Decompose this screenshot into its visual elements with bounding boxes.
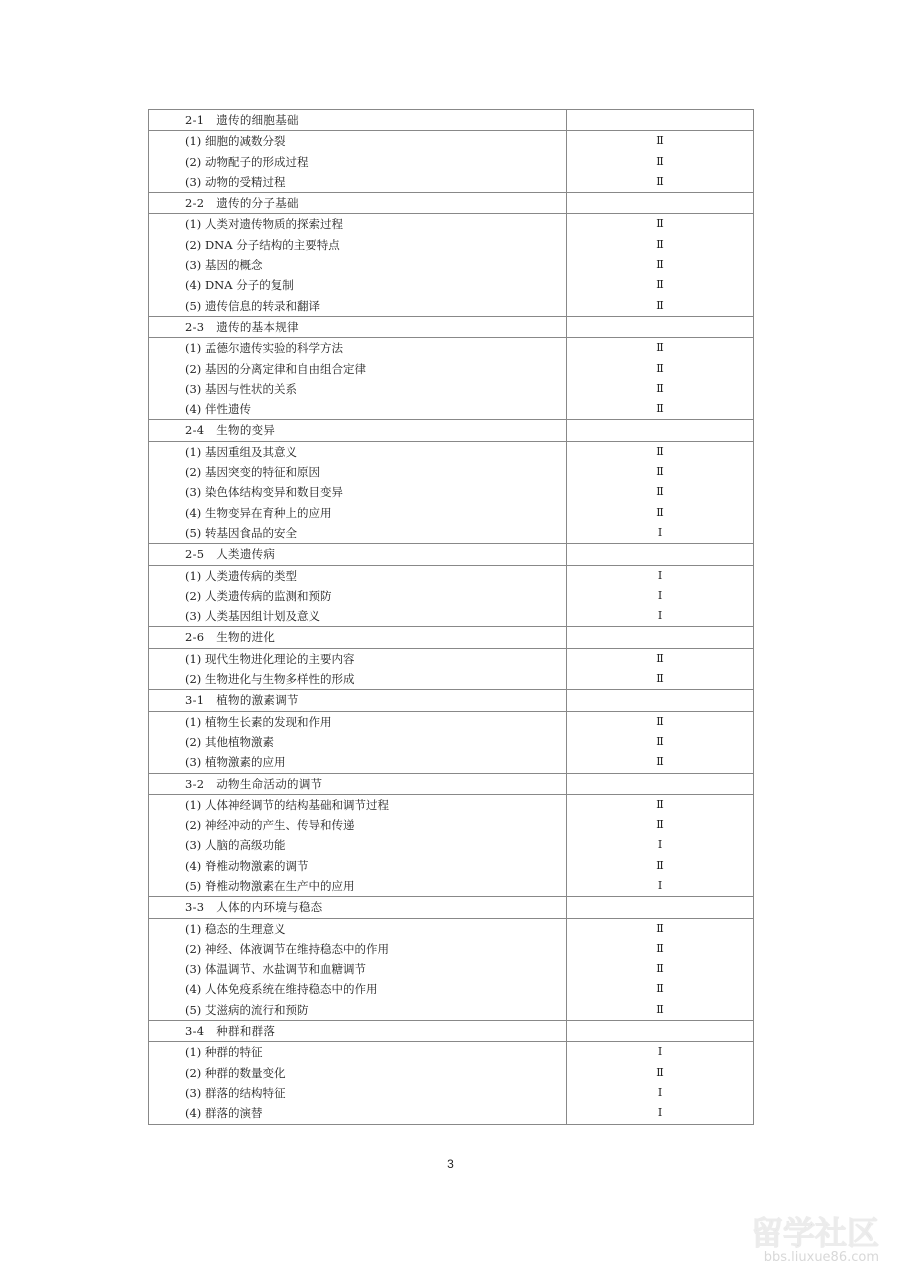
topic-text: (3) 染色体结构变异和数目变异 [185, 485, 343, 500]
table-row [149, 503, 754, 523]
topic-text: (1) 人类对遗传物质的探索过程 [185, 217, 343, 232]
table-row [149, 835, 754, 855]
topic-text: (1) 人类遗传病的类型 [185, 568, 297, 583]
requirement-level: Ⅱ [567, 131, 754, 152]
syllabus-table [148, 109, 754, 1125]
table-row [149, 296, 754, 317]
section-level-cell [567, 773, 754, 794]
table-row [149, 606, 754, 627]
topic-text: (4) 脊椎动物激素的调节 [185, 858, 309, 873]
section-title: 3-3 人体的内环境与稳态 [149, 897, 567, 918]
table-row [149, 669, 754, 690]
requirement-level: Ⅰ [567, 1042, 754, 1063]
requirement-level: Ⅰ [567, 523, 754, 544]
topic-text: (1) 人体神经调节的结构基础和调节过程 [185, 797, 389, 812]
requirement-level: Ⅱ [567, 379, 754, 399]
table-row [149, 359, 754, 379]
section-level-cell [567, 690, 754, 711]
table-row [149, 441, 754, 462]
requirement-level: Ⅱ [567, 815, 754, 835]
topic-text: (4) DNA 分子的复制 [185, 278, 294, 293]
topic-text: (1) 基因重组及其意义 [185, 444, 297, 459]
section-level-cell [567, 316, 754, 337]
section-level-cell [567, 1021, 754, 1042]
topic-text: (3) 人类基因组计划及意义 [185, 609, 320, 624]
requirement-level: Ⅱ [567, 1063, 754, 1083]
requirement-level: Ⅰ [567, 876, 754, 897]
table-row [149, 939, 754, 959]
section-title: 2-3 遗传的基本规律 [149, 316, 567, 337]
table-row [149, 794, 754, 815]
section-header-row [149, 627, 754, 648]
table-row [149, 979, 754, 999]
table-row [149, 275, 754, 295]
section-level-cell [567, 627, 754, 648]
table-row [149, 876, 754, 897]
table-row [149, 918, 754, 939]
topic-text: (2) 生物进化与生物多样性的形成 [185, 672, 355, 687]
table-row [149, 1000, 754, 1021]
topic-text: (3) 基因与性状的关系 [185, 381, 297, 396]
section-level-cell [567, 544, 754, 565]
section-header-row [149, 110, 754, 131]
section-title: 3-1 植物的激素调节 [149, 690, 567, 711]
topic-text: (2) DNA 分子结构的主要特点 [185, 237, 340, 252]
topic-text: (4) 群落的演替 [185, 1106, 263, 1121]
topic-text: (2) 其他植物激素 [185, 734, 274, 749]
topic-text: (4) 伴性遗传 [185, 402, 251, 417]
requirement-level: Ⅱ [567, 462, 754, 482]
table-row [149, 255, 754, 275]
table-row [149, 1063, 754, 1083]
table-body [149, 110, 754, 1125]
table-row [149, 214, 754, 235]
requirement-level: Ⅱ [567, 1000, 754, 1021]
requirement-level: Ⅱ [567, 172, 754, 193]
requirement-level: Ⅰ [567, 1103, 754, 1124]
requirement-level: Ⅰ [567, 1083, 754, 1103]
page-number: 3 [447, 1157, 454, 1171]
requirement-level: Ⅱ [567, 275, 754, 295]
topic-text: (3) 植物激素的应用 [185, 755, 286, 770]
topic-text: (3) 基因的概念 [185, 258, 263, 273]
requirement-level: Ⅱ [567, 669, 754, 690]
table-row [149, 379, 754, 399]
requirement-level: Ⅱ [567, 939, 754, 959]
topic-text: (2) 基因突变的特征和原因 [185, 465, 320, 480]
table-row [149, 399, 754, 420]
requirement-level: Ⅱ [567, 255, 754, 275]
section-header-row [149, 1021, 754, 1042]
table-row [149, 856, 754, 876]
section-title: 2-1 遗传的细胞基础 [149, 110, 567, 131]
requirement-level: Ⅱ [567, 918, 754, 939]
section-title: 3-4 种群和群落 [149, 1021, 567, 1042]
requirement-level: Ⅱ [567, 338, 754, 359]
table-row [149, 152, 754, 172]
requirement-level: Ⅱ [567, 152, 754, 172]
requirement-level: Ⅱ [567, 979, 754, 999]
requirement-level: Ⅰ [567, 835, 754, 855]
topic-text: (1) 现代生物进化理论的主要内容 [185, 651, 355, 666]
section-header-row [149, 773, 754, 794]
requirement-level: Ⅰ [567, 586, 754, 606]
section-level-cell [567, 193, 754, 214]
topic-text: (2) 神经、体液调节在维持稳态中的作用 [185, 941, 389, 956]
requirement-level: Ⅱ [567, 399, 754, 420]
watermark-logo [729, 1210, 889, 1265]
section-header-row [149, 316, 754, 337]
section-header-row [149, 193, 754, 214]
section-header-row [149, 544, 754, 565]
table-row [149, 235, 754, 255]
table-row [149, 482, 754, 502]
table-row [149, 565, 754, 586]
requirement-level: Ⅱ [567, 648, 754, 669]
requirement-level: Ⅱ [567, 856, 754, 876]
table-row [149, 586, 754, 606]
topic-text: (1) 孟德尔遗传实验的科学方法 [185, 341, 343, 356]
section-level-cell [567, 897, 754, 918]
requirement-level: Ⅱ [567, 359, 754, 379]
watermark-url: bbs.liuxue86.com [763, 1250, 879, 1265]
requirement-level: Ⅱ [567, 296, 754, 317]
topic-text: (3) 动物的受精过程 [185, 174, 286, 189]
table-row [149, 131, 754, 152]
topic-text: (2) 人类遗传病的监测和预防 [185, 588, 332, 603]
section-header-row [149, 897, 754, 918]
table-row [149, 1083, 754, 1103]
topic-text: (1) 细胞的减数分裂 [185, 134, 286, 149]
table-row [149, 711, 754, 732]
section-level-cell [567, 420, 754, 441]
topic-text: (2) 动物配子的形成过程 [185, 154, 309, 169]
section-header-row [149, 690, 754, 711]
table-row [149, 732, 754, 752]
topic-text: (2) 基因的分离定律和自由组合定律 [185, 361, 366, 376]
requirement-level: Ⅱ [567, 959, 754, 979]
requirement-level: Ⅰ [567, 565, 754, 586]
table-row [149, 815, 754, 835]
topic-text: (4) 人体免疫系统在维持稳态中的作用 [185, 982, 378, 997]
topic-text: (1) 稳态的生理意义 [185, 921, 286, 936]
topic-text: (2) 种群的数量变化 [185, 1065, 286, 1080]
section-header-row [149, 420, 754, 441]
section-title: 2-6 生物的进化 [149, 627, 567, 648]
topic-text: (3) 群落的结构特征 [185, 1085, 286, 1100]
topic-text: (4) 生物变异在育种上的应用 [185, 505, 332, 520]
section-title: 2-5 人类遗传病 [149, 544, 567, 565]
requirement-level: Ⅱ [567, 711, 754, 732]
topic-text: (1) 种群的特征 [185, 1045, 263, 1060]
requirement-level: Ⅱ [567, 752, 754, 773]
section-title: 2-4 生物的变异 [149, 420, 567, 441]
topic-text: (1) 植物生长素的发现和作用 [185, 714, 332, 729]
section-title: 2-2 遗传的分子基础 [149, 193, 567, 214]
table-row [149, 959, 754, 979]
topic-text: (5) 转基因食品的安全 [185, 525, 297, 540]
topic-text: (5) 脊椎动物激素在生产中的应用 [185, 878, 355, 893]
watermark-logo-text: 留学社区 [750, 1214, 879, 1252]
requirement-level: Ⅱ [567, 794, 754, 815]
table-row [149, 462, 754, 482]
topic-text: (2) 神经冲动的产生、传导和传递 [185, 818, 355, 833]
topic-text: (5) 艾滋病的流行和预防 [185, 1002, 309, 1017]
table-row [149, 172, 754, 193]
requirement-level: Ⅰ [567, 606, 754, 627]
topic-text: (5) 遗传信息的转录和翻译 [185, 298, 320, 313]
requirement-level: Ⅱ [567, 482, 754, 502]
topic-text: (3) 体温调节、水盐调节和血糖调节 [185, 962, 366, 977]
table-row [149, 1042, 754, 1063]
requirement-level: Ⅱ [567, 441, 754, 462]
section-level-cell [567, 110, 754, 131]
requirement-level: Ⅱ [567, 214, 754, 235]
requirement-level: Ⅱ [567, 235, 754, 255]
requirement-level: Ⅱ [567, 503, 754, 523]
table-row [149, 648, 754, 669]
table-row [149, 338, 754, 359]
table-row [149, 752, 754, 773]
requirement-level: Ⅱ [567, 732, 754, 752]
topic-text: (3) 人脑的高级功能 [185, 838, 286, 853]
table-row [149, 523, 754, 544]
table-row [149, 1103, 754, 1124]
section-title: 3-2 动物生命活动的调节 [149, 773, 567, 794]
